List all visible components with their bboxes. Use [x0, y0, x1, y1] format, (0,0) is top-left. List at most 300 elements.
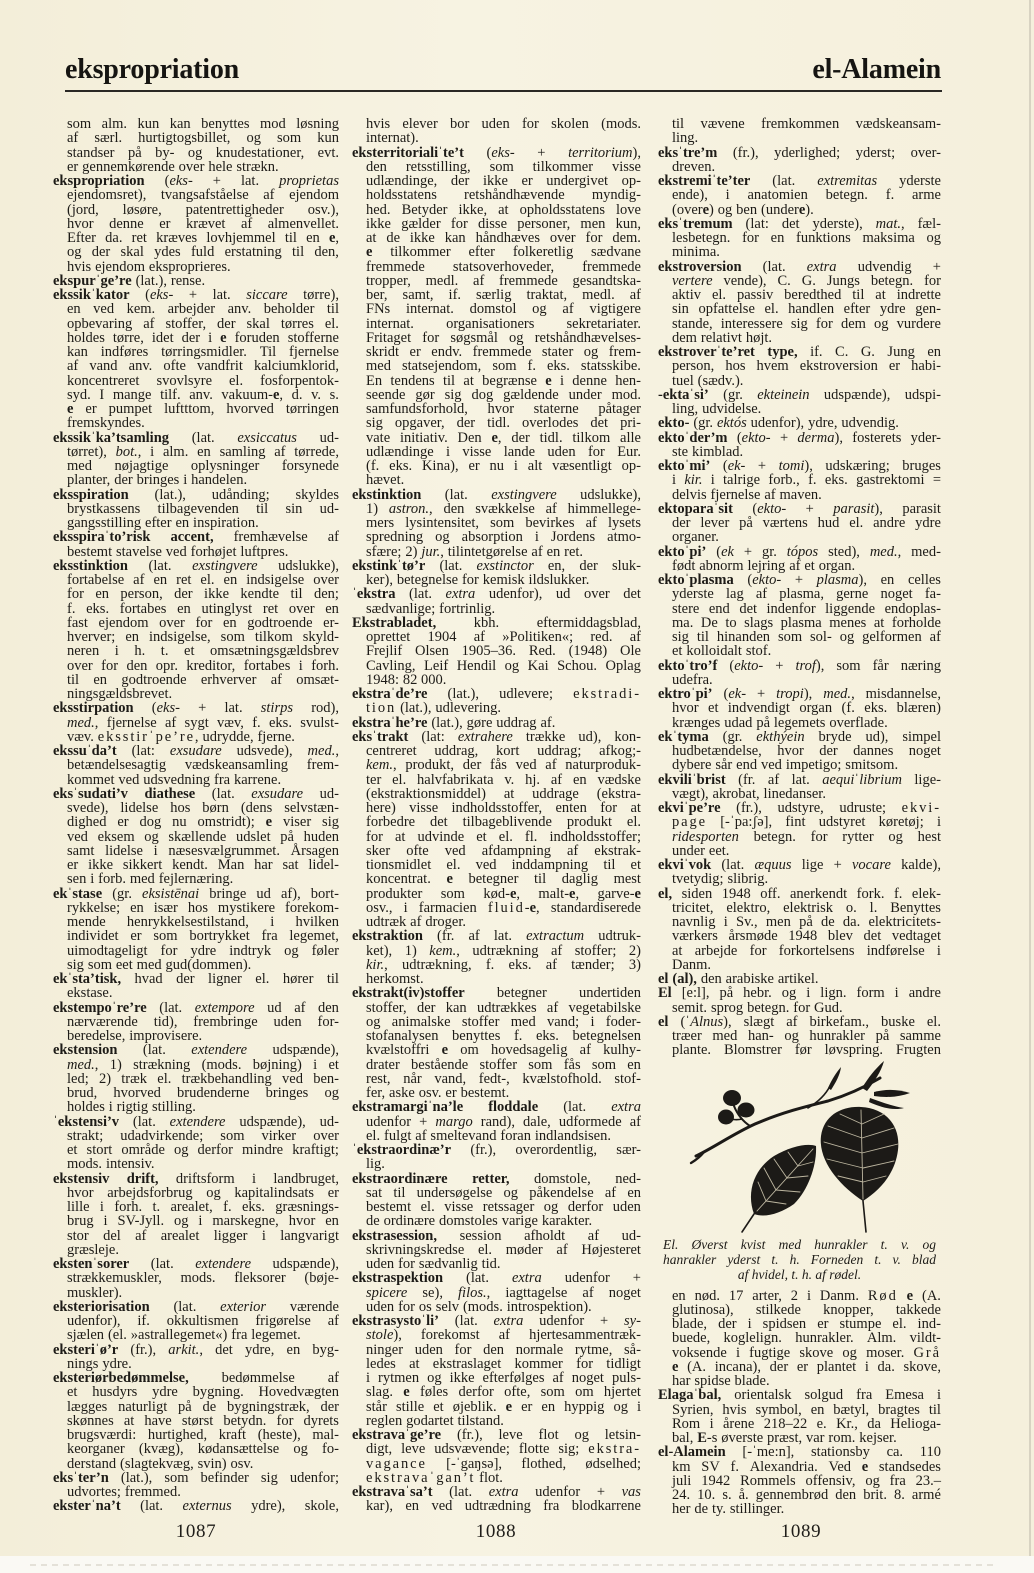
- word: [489, 1485, 519, 1499]
- text-line: [352, 402, 641, 416]
- dictionary-entry: [53, 530, 339, 559]
- word: domstoles: [439, 1213, 498, 1230]
- text-line: [658, 160, 941, 174]
- word: ling.: [672, 130, 699, 147]
- word: De: [700, 614, 718, 631]
- word: inddampning: [511, 857, 589, 873]
- word: (lat.: [173, 1298, 197, 1315]
- word: ekstraslaget: [432, 1355, 502, 1372]
- text-line: [352, 160, 641, 174]
- word: [352, 1271, 443, 1285]
- word: »Politiken«;: [502, 629, 574, 645]
- word: lidelse: [120, 800, 159, 816]
- spaced-term: fluid: [487, 899, 525, 916]
- text-line: [53, 858, 339, 872]
- text-line: [53, 374, 339, 388]
- word: anv.: [189, 386, 213, 403]
- word: sluk-: [611, 557, 641, 574]
- word: af: [240, 215, 253, 232]
- word: [672, 815, 707, 829]
- word: område: [121, 1142, 165, 1158]
- word: stille: [395, 1398, 425, 1415]
- word: i: [208, 329, 213, 346]
- word: lat.: [240, 173, 260, 189]
- text-line: [352, 488, 641, 502]
- word: lat.: [791, 771, 810, 788]
- word: dog: [471, 386, 494, 403]
- text-line: [658, 1474, 941, 1488]
- word: derfor: [458, 1384, 494, 1401]
- text-line: [658, 858, 941, 872]
- word: [907, 1289, 913, 1303]
- word: lægges: [67, 1398, 108, 1415]
- word: +: [794, 572, 803, 588]
- word: ikke: [88, 857, 114, 873]
- italic-term: Alnus: [690, 1013, 724, 1030]
- text-line: [53, 1157, 339, 1171]
- word: er: [888, 358, 901, 375]
- dictionary-entry: [352, 716, 641, 730]
- word: internat.: [366, 315, 414, 332]
- word: rigtig: [116, 1099, 149, 1116]
- word: handlen: [788, 301, 835, 318]
- bold-abbreviation: e: [509, 885, 517, 902]
- word: af: [582, 1284, 594, 1301]
- word: f.: [67, 600, 76, 617]
- word: droger.: [425, 914, 466, 930]
- word: håndhæves: [475, 230, 540, 246]
- word: hvor: [67, 1184, 94, 1201]
- headword: ekstraˈhe’re: [352, 714, 428, 731]
- italic-term: parasit: [833, 500, 875, 517]
- word: ud: [267, 999, 282, 1016]
- word: fedt-,: [478, 1070, 510, 1087]
- word: fosforpentok-: [260, 372, 339, 389]
- text-line: [658, 317, 941, 331]
- text-line: [53, 630, 339, 644]
- word: sat: [282, 857, 299, 873]
- word: endoplas-: [884, 600, 941, 617]
- word: den: [318, 999, 339, 1016]
- word: keorganer: [67, 1441, 125, 1458]
- word: for: [160, 942, 178, 959]
- word: ud-: [319, 429, 339, 446]
- word: af: [579, 1042, 591, 1059]
- word: med.,: [67, 1056, 99, 1073]
- text-line: [53, 1086, 339, 1100]
- text-line: [352, 331, 641, 345]
- italic-term: ekthýein: [756, 728, 805, 745]
- word: frem-: [608, 344, 641, 360]
- word: plasma: [780, 614, 822, 631]
- word: og: [504, 657, 520, 674]
- word: love: [616, 201, 641, 218]
- word: stoffer,: [366, 999, 407, 1016]
- word: til: [256, 500, 269, 517]
- word: er: [67, 857, 79, 873]
- dictionary-entry: [53, 1257, 339, 1300]
- word: [352, 1100, 463, 1114]
- text-line: [53, 530, 339, 544]
- word: der: [462, 757, 482, 774]
- word: værtens: [762, 515, 808, 531]
- word: og: [717, 201, 733, 218]
- word: er: [445, 1085, 457, 1101]
- italic-term: extendere: [195, 1256, 252, 1272]
- italic-term: exsiccatus: [237, 429, 297, 446]
- word: betydn.: [223, 1412, 267, 1429]
- word: 82 000.: [402, 671, 447, 688]
- word: vægt),: [672, 785, 709, 802]
- word: lidel-: [308, 857, 339, 873]
- italic-term: astron.: [388, 500, 430, 517]
- word: begrænse: [482, 372, 537, 389]
- text-line: [658, 872, 941, 886]
- word: ste: [672, 443, 689, 460]
- italic-term: ek-: [728, 686, 747, 702]
- word: og: [839, 629, 855, 645]
- word: organisationers: [446, 315, 535, 332]
- word: [53, 1115, 119, 1129]
- word: internat.: [405, 301, 454, 318]
- word: af: [135, 1227, 147, 1244]
- word: fås: [490, 757, 507, 774]
- word: Syrien,: [672, 1401, 714, 1418]
- word: i: [590, 1013, 595, 1030]
- word: tilstand.: [457, 1412, 504, 1429]
- text-line: [53, 302, 339, 316]
- word: stof.: [745, 643, 772, 660]
- word: bragtes: [878, 1401, 920, 1418]
- word: hest: [917, 828, 941, 845]
- word: udstyret: [818, 814, 866, 831]
- headword: eksˈsudati’v: [53, 785, 128, 802]
- word: +: [198, 700, 207, 717]
- word: [672, 830, 739, 844]
- word: relativt: [700, 329, 742, 346]
- word: kan: [445, 999, 467, 1016]
- word: her: [672, 1501, 691, 1518]
- word: [352, 1229, 437, 1243]
- word: kød-e,: [483, 885, 521, 902]
- text-line: [658, 388, 941, 402]
- italic-term: margo: [435, 1113, 473, 1130]
- word: et: [804, 557, 815, 574]
- dictionary-entry: [658, 545, 941, 574]
- word: sin: [672, 301, 689, 318]
- word: +: [419, 1113, 428, 1130]
- word: [756, 730, 804, 744]
- word: [352, 587, 396, 601]
- word: træk: [121, 1070, 148, 1087]
- word: græsnings-: [275, 1199, 339, 1215]
- word: +: [779, 429, 789, 446]
- word: bal,: [672, 1430, 694, 1446]
- word: for: [742, 230, 759, 246]
- word: der: [718, 1316, 737, 1332]
- dictionary-entry: [53, 1172, 339, 1258]
- dictionary-entry: [352, 1100, 641, 1143]
- word: frem-: [306, 757, 339, 774]
- word: [53, 1371, 189, 1385]
- word: i: [114, 643, 119, 660]
- word: over: [159, 614, 185, 631]
- word: sædvane: [591, 244, 641, 261]
- word: dem.: [612, 230, 641, 246]
- word: [53, 1001, 147, 1015]
- word: gastrektomi: [856, 472, 925, 489]
- dictionary-entry: [53, 488, 339, 531]
- word: (lat.: [762, 258, 786, 275]
- word: jur.,: [421, 543, 444, 560]
- headword: ektoparaˈsit: [658, 500, 733, 517]
- word: det: [739, 600, 758, 617]
- word: er: [117, 814, 129, 831]
- word: de: [386, 230, 401, 246]
- word: dem: [672, 329, 697, 346]
- word: smeltevand: [430, 1127, 497, 1144]
- word: kommer: [514, 1355, 563, 1372]
- word: frigørelse: [255, 1313, 311, 1329]
- spaced-term: Grå: [913, 1344, 941, 1361]
- bold-abbreviation: e: [328, 230, 336, 246]
- headword: el: [658, 971, 669, 987]
- word: if.: [448, 287, 462, 303]
- word: funktions: [796, 230, 851, 246]
- word: indførelse: [866, 942, 925, 959]
- word: udlændinge: [366, 443, 434, 460]
- word: fæl-: [917, 215, 941, 232]
- word: for: [815, 315, 833, 332]
- word: kar),: [366, 1498, 393, 1515]
- word: arme: [912, 187, 941, 204]
- word: at: [503, 785, 515, 802]
- word: (lat.: [142, 1042, 166, 1059]
- word: strækkemuskler,: [67, 1270, 162, 1287]
- word: udlændinge,: [366, 173, 438, 189]
- word: forb.: [98, 871, 126, 888]
- word: planter,: [67, 472, 111, 489]
- word: særl.: [94, 130, 123, 147]
- dictionary-entry: [352, 616, 641, 687]
- word: der: [579, 557, 598, 574]
- word: og: [293, 1441, 308, 1458]
- word: i: [446, 443, 451, 460]
- headword: el,: [658, 885, 673, 902]
- headword: ekstramargiˈna’le: [352, 1099, 464, 1116]
- text-line: [352, 1115, 641, 1129]
- word: Fritaget: [366, 329, 412, 346]
- word: f.: [252, 714, 261, 731]
- word: af: [498, 1327, 511, 1344]
- word: det: [863, 928, 882, 945]
- headword: ekstinktion: [352, 486, 422, 503]
- word: [672, 972, 697, 986]
- word: udefra.: [672, 671, 713, 688]
- word: græsleje.: [67, 1241, 119, 1258]
- word: der: [91, 244, 111, 261]
- italic-term: ekto-: [734, 657, 764, 674]
- word: plasma,: [779, 586, 824, 603]
- word: vævene: [700, 116, 745, 132]
- word: langvarigt: [280, 1227, 339, 1244]
- word: (gr.: [693, 415, 714, 432]
- word: passiv: [736, 287, 774, 303]
- word: gesandtska-: [572, 272, 641, 289]
- word: af: [143, 315, 155, 332]
- word: Benyttes: [890, 899, 941, 916]
- word: tidligt: [606, 1355, 641, 1372]
- word: (A.: [921, 1287, 941, 1304]
- word: fint: [785, 814, 806, 831]
- word: medl.: [425, 272, 459, 289]
- text-line: [53, 416, 339, 430]
- word: hvilken: [295, 914, 339, 930]
- text-line: [352, 858, 641, 872]
- word: bringes: [265, 1085, 309, 1101]
- word: (lat.: [140, 1498, 164, 1515]
- text-line: [352, 345, 641, 359]
- word: (eks-: [486, 144, 515, 161]
- word: moser.: [866, 1344, 905, 1361]
- text-line: [53, 972, 339, 986]
- headword: eksterritorialiˈte’t: [352, 144, 464, 161]
- word: (lat:: [421, 728, 445, 745]
- word: af: [587, 1227, 600, 1244]
- text-line: [658, 1346, 941, 1360]
- italic-term: spicere: [366, 1284, 408, 1301]
- word: skole,: [304, 1498, 339, 1515]
- word: 1942: [701, 1472, 731, 1489]
- word: os: [418, 1298, 432, 1315]
- word: +: [632, 1270, 641, 1287]
- word: brugsværdi:: [67, 1427, 137, 1443]
- word: udvendig: [857, 258, 912, 275]
- word: 8.: [894, 1487, 905, 1503]
- word: eks.: [86, 600, 110, 617]
- word: fra: [231, 1327, 248, 1344]
- word: som: [153, 928, 178, 945]
- word: i: [806, 1287, 811, 1304]
- column-body: [352, 117, 641, 1514]
- text-line: [53, 516, 339, 530]
- word: [658, 431, 728, 445]
- italic-term: med.: [869, 543, 898, 560]
- word: er: [67, 158, 79, 175]
- word: f.: [513, 1028, 523, 1044]
- word: ligger: [213, 1227, 248, 1244]
- word: føler: [311, 942, 339, 959]
- word: yderlighed;: [774, 144, 841, 161]
- dictionary-entry: [53, 274, 339, 288]
- word: af: [327, 1370, 339, 1386]
- word: [658, 146, 717, 160]
- word: Helioga-: [890, 1415, 941, 1432]
- headword: ekstraˈde’re: [352, 686, 428, 702]
- word: [611, 1100, 641, 1114]
- word: misdannelse,: [865, 686, 941, 702]
- word: orientalsk: [734, 1387, 792, 1404]
- word: almenvellet.: [267, 215, 339, 232]
- word: der: [819, 743, 838, 759]
- text-line: [53, 644, 339, 658]
- word: +: [805, 500, 814, 517]
- word: ved: [475, 857, 497, 873]
- text-line: [658, 602, 941, 616]
- word: hører: [282, 971, 314, 987]
- word: hvorved: [226, 401, 274, 417]
- word: udvendig.: [841, 415, 899, 432]
- word: Til: [259, 344, 277, 360]
- word: (el.: [107, 1327, 127, 1344]
- word: ikke: [482, 173, 508, 189]
- word: semit.: [672, 999, 708, 1016]
- text-line: [53, 844, 339, 858]
- headword: eksˈter’n: [53, 1469, 109, 1486]
- word: for: [576, 1355, 594, 1372]
- word: drater: [366, 1056, 400, 1073]
- word: fra: [214, 771, 231, 788]
- word: skrivningskredse: [366, 1241, 465, 1258]
- word: [852, 858, 891, 872]
- spaced-term: Rød: [867, 1287, 898, 1304]
- word: [658, 1388, 721, 1402]
- word: e,: [328, 230, 339, 246]
- word: kun,: [615, 215, 641, 232]
- word: af: [545, 757, 557, 774]
- text-line: [352, 374, 641, 388]
- text-line: [658, 687, 941, 701]
- word: el.: [157, 1070, 172, 1087]
- word: en: [130, 899, 144, 916]
- word: vildt-: [909, 1330, 941, 1347]
- text-line: [53, 1100, 339, 1114]
- text-line: [658, 1360, 941, 1374]
- text-line: [352, 231, 641, 245]
- word: dale,: [523, 1113, 551, 1130]
- word: enten: [555, 800, 587, 816]
- word: i: [366, 1370, 371, 1386]
- word: godtroende: [121, 671, 187, 688]
- word: forb.,: [768, 472, 800, 489]
- word: udsvedning: [143, 771, 211, 788]
- word: Frejlif: [366, 643, 403, 660]
- italic-term: mat.: [875, 215, 902, 232]
- word: nød.: [694, 1287, 720, 1304]
- word: udvinde: [417, 828, 465, 845]
- word: fremhævelse: [233, 529, 308, 546]
- word: eks.: [389, 458, 413, 474]
- page-number: 1087: [175, 1521, 217, 1542]
- bold-abbreviation: e: [545, 372, 552, 389]
- word: at: [630, 800, 641, 816]
- word: d.: [291, 386, 303, 403]
- word: tørringsmidler.: [161, 344, 247, 360]
- word: til: [534, 871, 547, 888]
- dictionary-entry: [658, 986, 941, 1015]
- word: skyld-: [302, 629, 339, 645]
- text-line: [53, 830, 339, 844]
- word: særlig: [476, 287, 512, 303]
- word: andre: [908, 985, 941, 1002]
- word: mers: [366, 515, 395, 531]
- word: ejendom: [95, 258, 145, 275]
- word: slægt: [743, 1013, 775, 1030]
- word: el.: [711, 287, 727, 303]
- italic-term: exstinctor: [476, 557, 534, 574]
- italic-term: ekto-: [757, 500, 787, 517]
- text-line: [352, 1271, 641, 1285]
